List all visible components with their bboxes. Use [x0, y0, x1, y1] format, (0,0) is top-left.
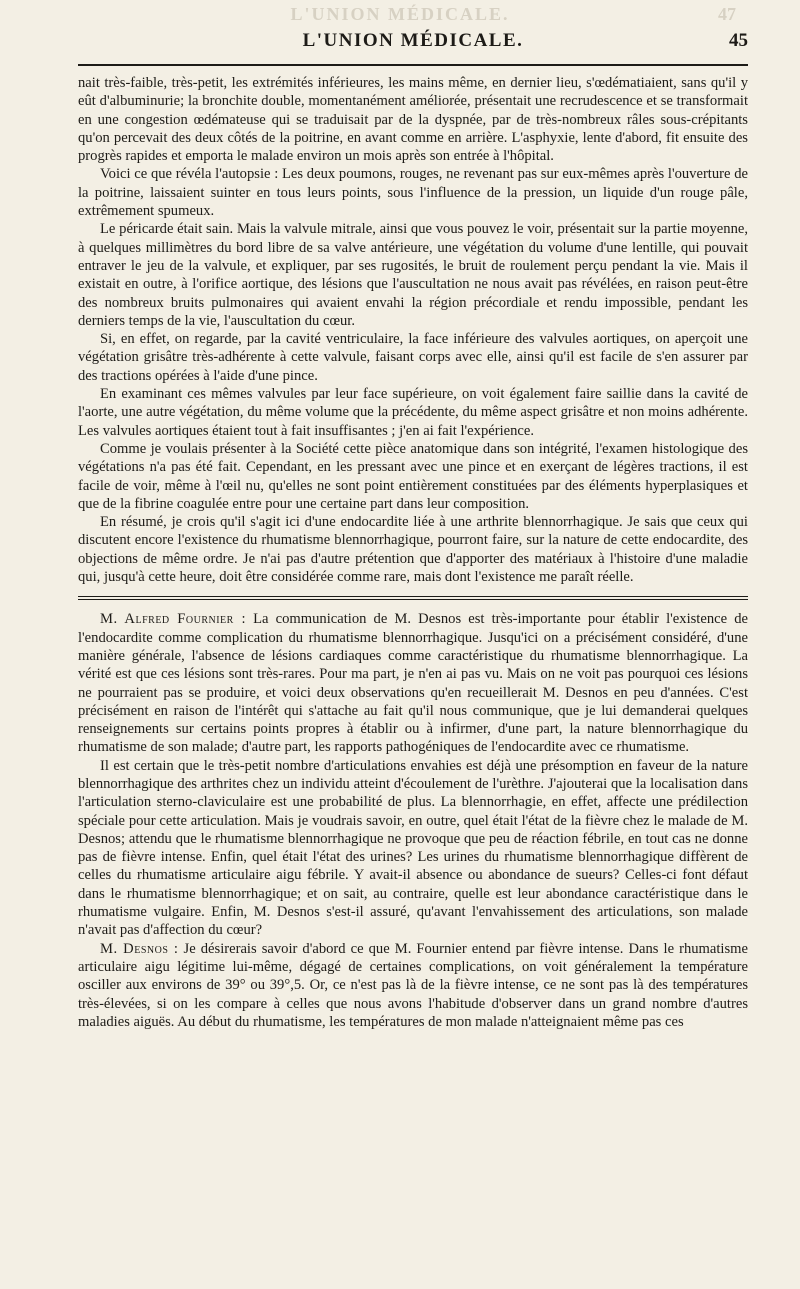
- paragraph: Le péricarde était sain. Mais la valvule mitrale, ainsi que vous pouvez le voir, présentait sur la partie moyenne, à quelques millimètres du bord libre de sa valve antérieure, une végétation du volume d'une lentille, qui pouvait entraver le jeu de la valvule, et expliquer, par ses rugosités, le bruit de roulement perçu pendant la vie. Mais il existait en outre, à l'orifice aortique, des lésions que l'auscultation ne nous avait pas révélées, en raison peut-être des nombreux bruits pulmonaires qui avaient envahi la région précordiale et rendu impossible, pendant les derniers temps de la vie, l'auscultation du cœur.: [78, 221, 748, 329]
- running-title: L'UNION MÉDICALE.: [302, 30, 524, 51]
- speaker-name: M. Alfred Fournier :: [100, 611, 246, 628]
- header-rule: [78, 64, 748, 66]
- discussion-paragraph: [78, 757, 748, 940]
- paragraph-text: La communication de M. Desnos est très-importante pour établir l'existence de l'endocardite comme complication du rhumatisme blennorrhagique. Jusqu'ici on a précisément considéré, d'une manière générale, l'absence de lésions cardiaques comme caractéristique du rhumatisme blennorrhagique. La vérité est que ces lésions sont très-rares. Pour ma part, je n'en ai pas vu. Mais on ne voit pas pourquoi ces lésions ne pourraient pas se produire, et voici deux observations qu'en recueillerait M. Desnos en peu d'années. C'est précisément en raison de l'intérêt qui s'attache au fait qu'il nous communique, que je lui demanderai quelques renseignements sur certains points propres à établir ou à infirmer, d'une part, la nature blennorrhagique du rhumatisme de son malade; d'autre part, les rapports pathogéniques de l'endocardite avec ce rhumatisme.: [78, 611, 748, 756]
- speaker-name: M. Desnos :: [100, 940, 179, 957]
- article-body: [78, 74, 748, 1031]
- section-divider: [78, 596, 748, 600]
- paragraph: Comme je voulais présenter à la Société cette pièce anatomique dans son intégrité, l'examen histologique des végétations n'a pas été fait. Cependant, en les pressant avec une pince et en exerçant de légères tractions, il est facile de voir, même à l'œil nu, qu'elles ne sont point entièrement constituées par des éléments hyperplasiques et que de la fibrine coagulée entre pour une certaine part dans leur composition.: [78, 440, 748, 512]
- paragraph: En résumé, je crois qu'il s'agit ici d'une endocardite liée à une arthrite blennorrhagique. Je sais que ceux qui discutent encore l'existence du rhumatisme blennorrhagique, pourront faire, sur la nature de cette endocardite, des objections de même ordre. Je n'ai pas d'autre prétention que d'apporter des matériaux à l'histoire d'une maladie qui, jusqu'à cette heure, doit être considérée comme rare, mais dont l'existence me paraît réelle.: [78, 514, 748, 586]
- paragraph: nait très-faible, très-petit, les extrémités inférieures, les mains même, en dernier lieu, s'œdématiaient, sans qu'il y eût d'albuminurie; la bronchite double, momentanément améliorée, présentait une recrudescence et se transformait en une congestion œdémateuse qui se traduisait par de la dyspnée, par de très-nombreux râles sous-crépitants qu'on percevait des deux côtés de la poitrine, en avant comme en arrière. L'asphyxie, lente d'abord, fit ensuite des progrès rapides et emporta le malade environ un mois après son entrée à l'hôpital.: [78, 75, 748, 165]
- paragraph-text: Je désirerais savoir d'abord ce que M. Fournier entend par fièvre intense. Dans le rhumatisme articulaire aigu légitime lui-même, dégagé de certaines complications, on voit généralement la température osciller aux environs de 39° ou 39°,5. Or, ce n'est pas là de la fièvre intense, ce ne sont pas là des températures très-élevées, si on les compare à celles que nous avons l'habitude d'observer dans un grand nombre d'autres maladies aiguës. Au début du rhumatisme, les températures de mon malade n'atteignaient même pas ces: [78, 940, 748, 1030]
- paragraph: En examinant ces mêmes valvules par leur face supérieure, on voit également faire saillie dans la cavité de l'aorte, une autre végétation, du même volume que la précédente, du même aspect grisâtre et non moins adhérente. Les valvules aortiques étaient tout à fait insuffisantes ; j'en ai fait l'expérience.: [78, 386, 748, 439]
- paragraph: Voici ce que révéla l'autopsie : Les deux poumons, rouges, ne revenant pas sur eux-mêmes après l'ouverture de la poitrine, laissaient suinter en tous leurs points, sous l'influence de la pression, un liquide d'un rouge pâle, extrêmement spumeux.: [78, 166, 748, 220]
- page-header: [78, 0, 748, 64]
- paragraph-text: Il est certain que le très-petit nombre d'articulations envahies est déjà une présomption en faveur de la nature blennorrhagique des arthrites chez un individu atteint d'écoulement de l'urèthre. J'ajouterai que la localisation dans l'articulation sterno-claviculaire est une probabilité de plus. La blennorrhagie, en effet, affecte une prédilection spéciale pour cette articulation. Mais je voudrais savoir, en outre, quel était l'état de la fièvre chez le malade de M. Desnos; attendu que le rhumatisme blennorrhagique ne provoque que peu de réaction fébrile, en tout cas ne donne pas de fièvre intense. Enfin, quel était l'état des urines? Les urines du rhumatisme blennorrhagique diffèrent de celles du rhumatisme articulaire aigu fébrile. Y avait-il absence ou abondance de sueurs? Celles-ci font défaut dans le rhumatisme blennorrhagique; et on sait, au contraire, quelle est leur abondance caractéristique dans le rhumatisme vulgaire. Enfin, M. Desnos s'est-il assuré, qu'avant l'envahissement des articulations, son malade n'avait pas d'affection du cœur?: [78, 757, 748, 939]
- paragraph: Si, en effet, on regarde, par la cavité ventriculaire, la face inférieure des valvules aortiques, on aperçoit une végétation grisâtre très-adhérente à cette valvule, faisant corps avec elle, ainsi qu'il est facile de s'en assurer par des tractions opérées à l'aide d'une pince.: [78, 331, 748, 384]
- discussion-paragraph: [78, 610, 748, 756]
- bleed-through-number: 47: [718, 4, 736, 24]
- page-number: 45: [729, 30, 748, 51]
- discussion-paragraph: [78, 940, 748, 1031]
- bleed-through-title: L'UNION MÉDICALE.: [290, 4, 510, 24]
